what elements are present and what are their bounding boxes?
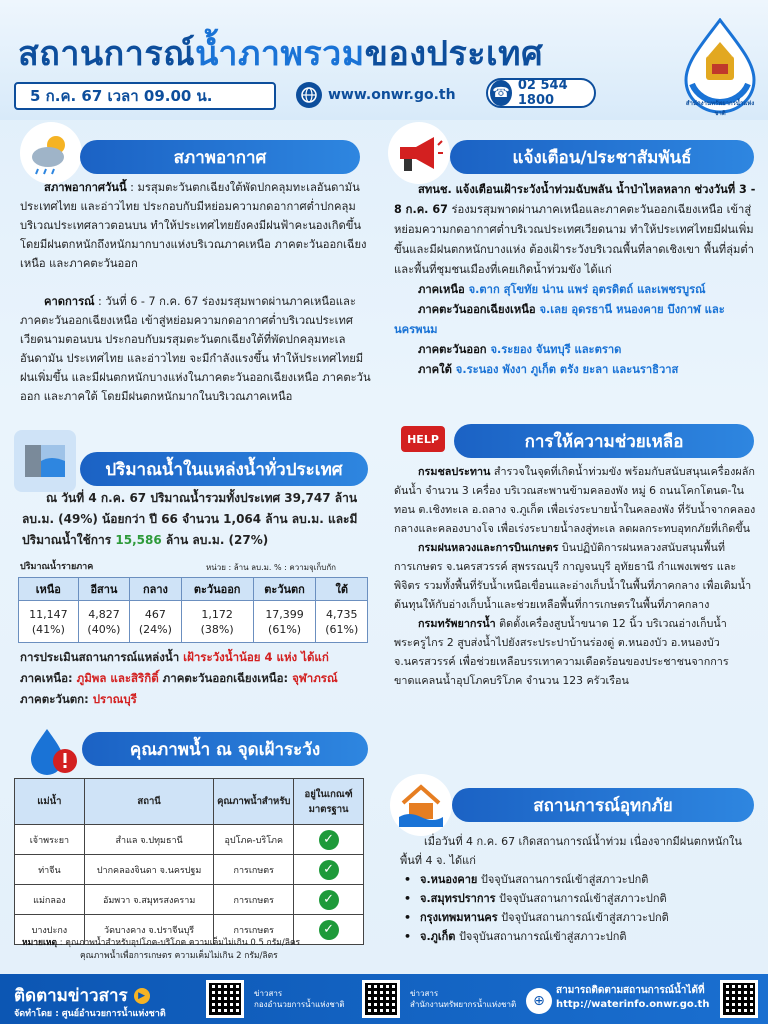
quality-heading: คุณภาพน้ำ ณ จุดเฝ้าระวัง [82, 732, 368, 766]
help-badge: HELP [401, 426, 445, 452]
quality-use: อุปโภค-บริโภค [214, 825, 294, 855]
check-icon: ✓ [319, 920, 339, 940]
alert-heading: แจ้งเตือน/ประชาสัมพันธ์ [450, 140, 754, 174]
quality-header: คุณภาพน้ำสำหรับ [214, 779, 294, 825]
region-header: เหนือ [19, 578, 79, 601]
quality-river: บางปะกง [15, 915, 85, 945]
qr-code-2[interactable] [362, 980, 400, 1018]
region-value: 467 (24%) [130, 601, 181, 643]
region-value: 11,147 (41%) [19, 601, 79, 643]
quality-use: การเกษตร [214, 855, 294, 885]
megaphone-icon [388, 122, 450, 184]
flood-list [400, 870, 752, 946]
waterinfo-link[interactable]: สามารถติดตามสถานการณ์น้ำได้ที่ http://waterinfo.onwr.go.th [556, 985, 710, 1010]
region-value: 1,172 (38%) [181, 601, 253, 643]
quality-header: อยู่ในเกณฑ์มาตรฐาน [294, 779, 364, 825]
quality-use: การเกษตร [214, 915, 294, 945]
region-value: 4,735 (61%) [316, 601, 368, 643]
weather-icon [20, 122, 82, 184]
check-icon: ✓ [319, 890, 339, 910]
region-value: 4,827 (40%) [78, 601, 129, 643]
page-title [18, 26, 543, 80]
reservoir-assessment: การประเมินสถานการณ์แหล่งน้ำ เฝ้าระวังน้ำน้อย 4 แห่ง ได้แก่ ภาคเหนือ: ภูมิพล และสิริกิติ์ ภาคตะวันออกเฉียงเหนือ: จุฬาภรณ์ ภาคตะวันตก: ปราณบุรี [20, 650, 338, 706]
region-header: อีสาน [78, 578, 129, 601]
title-part-3: ของประเทศ [364, 34, 544, 74]
table-row [15, 855, 364, 885]
table-row [15, 825, 364, 855]
check-icon: ✓ [319, 860, 339, 880]
qr1-caption: ข่าวสาร กองอำนวยการน้ำแห่งชาติ [254, 989, 345, 1009]
quality-river: แม่กลอง [15, 885, 85, 915]
quality-station: วัดบางคาง จ.ปราจีนบุรี [84, 915, 214, 945]
quality-station: ปากคลองจินดา จ.นครปฐม [84, 855, 214, 885]
standard-check [294, 855, 364, 885]
list-item: • กรุงเทพมหานคร ปัจจุบันสถานการณ์เข้าสู่สภาวะปกติ [400, 908, 752, 927]
region-header: ตะวันตก [253, 578, 316, 601]
phone-icon: ☎ [490, 80, 512, 106]
weather-heading: สภาพอากาศ [80, 140, 360, 174]
globe-icon: ⊕ [526, 988, 552, 1014]
quality-header: แม่น้ำ [15, 779, 85, 825]
standard-check [294, 825, 364, 855]
quality-river: เจ้าพระยา [15, 825, 85, 855]
list-item: • จ.สมุทรปราการ ปัจจุบันสถานการณ์เข้าสู่สภาวะปกติ [400, 889, 752, 908]
quality-river: ท่าจีน [15, 855, 85, 885]
weather-forecast: คาดการณ์ : วันที่ 6 - 7 ก.ค. 67 ร่องมรสุมพาดผ่านภาคเหนือและภาคตะวันออกเฉียงเหนือ เข้าสู่หย่อมความกดอากาศต่ำบริเวณประเทศเวียดนามตอนบน ประกอบกับมรสุมตะวันตกเฉียงใต้ที่พัดปกคลุมทะเลอันดามัน ประเทศไทย และอ่าวไทย จะมีกำลังแรงขึ้น ทำให้ประเทศไทยมีฝนเพิ่มขึ้น และมีฝนตกหนักบางแห่งในภาคตะวันออกเฉียงเหนือ ภาคตะวันออก และภาคใต้ โดยมีฝนตกหนักมากในบริเวณภาคเหนือ [20, 295, 371, 403]
producer-text: จัดทำโดย : ศูนย์อำนวยการน้ำแห่งชาติ [14, 1009, 166, 1019]
flood-heading: สถานการณ์อุทกภัย [452, 788, 754, 822]
reservoir-summary: ณ วันที่ 4 ก.ค. 67 ปริมาณน้ำรวมทั้งประเทศ 39,747 ล้าน ลบ.ม. (49%) น้อยกว่า ปี 66 จำนวน 1,064 ล้าน ลบ.ม. และมีปริมาณน้ำใช้การ 15,586 ล้าน ลบ.ม. (27%) [22, 491, 358, 547]
qr-code-3[interactable] [720, 980, 758, 1018]
water-drop-icon [22, 720, 84, 782]
flood-body: เมื่อวันที่ 4 ก.ค. 67 เกิดสถานการณ์น้ำท่วม เนื่องจากมีฝนตกหนักในพื้นที่ 4 จ. ได้แก่ • จ.หนองคาย ปัจจุบันสถานการณ์เข้าสู่สภาวะปกติ • จ.สมุทรปราการ ปัจจุบันสถานการณ์เข้าสู่สภาวะปกติ • กรุงเทพมหานคร ปัจจุบันสถานการณ์เข้าสู่สภาวะปกติ • จ.ภูเก็ต ปัจจุบันสถานการณ์เข้าสู่สภาวะปกติ [400, 832, 752, 946]
list-item: • จ.หนองคาย ปัจจุบันสถานการณ์เข้าสู่สภาวะปกติ [400, 870, 752, 889]
region-header: กลาง [130, 578, 181, 601]
website-link[interactable] [296, 82, 456, 108]
flood-house-icon [390, 774, 452, 836]
quality-note: หมายเหตุ : คุณภาพน้ำสำหรับอุปโภค-บริโภค ความเค็มไม่เกิน 0.5 กรัม/ลิตร คุณภาพน้ำเพื่อการเกษตร ความเค็มไม่เกิน 2 กรัม/ลิตร [22, 938, 301, 961]
follow-news[interactable] [14, 982, 150, 1009]
quality-station: สำแล จ.ปทุมธานี [84, 825, 214, 855]
region-value: 17,399 (61%) [253, 601, 316, 643]
website-text: www.onwr.go.th [328, 87, 456, 103]
list-item: • จ.ภูเก็ต ปัจจุบันสถานการณ์เข้าสู่สภาวะปกติ [400, 927, 752, 946]
onwr-logo [680, 18, 760, 117]
header [0, 0, 768, 120]
table-caption: ปริมาณน้ำรายภาค [20, 562, 94, 572]
quality-station: อัมพวา จ.สมุทรสงคราม [84, 885, 214, 915]
play-icon: ▶ [134, 988, 150, 1004]
qr2-caption: ข่าวสาร สำนักงานทรัพยากรน้ำแห่งชาติ [410, 989, 517, 1009]
phone-box[interactable] [486, 78, 596, 108]
title-part-1: สถานการณ์ [18, 34, 196, 74]
weather-today: สภาพอากาศวันนี้ : มรสุมตะวันตกเฉียงใต้พัดปกคลุมทะเลอันดามัน ประเทศไทย และอ่าวไทย ประกอบกับมีหย่อมความกดอากาศต่ำปกคลุมบริเวณประเทศลาวตอนบน ทำให้ประเทศไทยยังคงมีฝนฟ้าคะนองเกิดขึ้น โดยมีฝนตกหนักถึงหนักมากบางแห่งบริเวณภาคเหนือ ภาคตะวันออกเฉียงเหนือ และภาคตะวันออก [20, 181, 367, 270]
alert-body: สทนช. แจ้งเตือนเฝ้าระวังน้ำท่วมฉับพลัน น้ำป่าไหลหลาก ช่วงวันที่ 3 - 8 ก.ค. 67 ร่องมรสุมพาดผ่านภาคเหนือและภาคตะวันออกเฉียงเหนือ เข้าสู่หย่อมความกดอากาศต่ำบริเวณประเทศเวียดนาม ทำให้ประเทศไทยมีฝนเพิ่มขึ้นและมีฝนตกหนักบางแห่ง ต้องเฝ้าระวังบริเวณพื้นที่ลาดเชิงเขา พื้นที่ลุ่มต่ำ และพื้นที่ชุมชนเมืองที่เคยเกิดน้ำท่วมขัง ได้แก่ ภาคเหนือ จ.ตาก สุโขทัย น่าน แพร่ อุตรดิตถ์ และเพชรบูรณ์ ภาคตะวันออกเฉียงเหนือ จ.เลย อุดรธานี หนองคาย บึงกาฬ และนครพนม ภาคตะวันออก จ.ระยอง จันทบุรี และตราด ภาคใต้ จ.ระนอง พังงา ภูเก็ต ตรัง ยะลา และนราธิวาส [394, 183, 756, 376]
region-table [18, 577, 368, 643]
help-body: กรมชลประทาน สำรวจในจุดที่เกิดน้ำท่วมขัง พร้อมกับสนับสนุนเครื่องผลักดันน้ำ จำนวน 3 เครื่อง บริเวณสะพานข้ามคลองพัง หมู่ 6 ถนนโคกโตนด-ในทอน ต.เชิงทะเล อ.ถลาง จ.ภูเก็ต เพื่อเร่งระบายน้ำในคลองพัง ที่รับน้ำจากคลองกลางและคลองบางโจ เพื่อเร่งระบายน้ำลงสู่ทะเล ลดผลกระทบอุทกภัยที่เกิดขึ้น กรมฝนหลวงและการบินเกษตร บินปฏิบัติการฝนหลวงสนับสนุนพื้นที่การเกษตร จ.นครสวรรค์ สุพรรณบุรี กาญจนบุรี อุทัยธานี กำแพงเพชร และพิจิตร รวมทั้งพื้นที่รับน้ำเหนือเขื่อนและอ่างเก็บน้ำในพื้นที่ภาคกลาง เพื่อเติมน้ำต้นทุนให้กับอ่างเก็บน้ำและช่วยเหลือพื้นที่การเกษตรในพื้นที่ภาคกลาง กรมทรัพยากรน้ำ ติดตั้งเครื่องสูบน้ำขนาด 12 นิ้ว บริเวณอ่างเก็บน้ำพระครูไกร 2 สูบส่งน้ำไปยังสระประปาบ้านร่องดู่ ต.หนองบัว อ.หนองบัว จ.นครสวรรค์ เพื่อช่วยเหลือบรรเทาความเดือดร้อนของประชาชนจากการขาดแคลนน้ำอุปโภคบริโภค จำนวน 123 ครัวเรือน [394, 465, 756, 687]
help-icon [392, 408, 454, 470]
quality-header: สถานี [84, 779, 214, 825]
standard-check [294, 885, 364, 915]
follow-label: ติดตามข่าวสาร [14, 986, 128, 1006]
check-icon: ✓ [319, 830, 339, 850]
region-header: ใต้ [316, 578, 368, 601]
reservoir-heading: ปริมาณน้ำในแหล่งน้ำทั่วประเทศ [80, 452, 368, 486]
quality-use: การเกษตร [214, 885, 294, 915]
dam-icon [14, 430, 76, 492]
footer [0, 974, 768, 1024]
globe-icon [296, 82, 322, 108]
table-row [15, 885, 364, 915]
title-part-2: น้ำภาพรวม [195, 34, 365, 74]
table-unit: หน่วย : ล้าน ลบ.ม. % : ความจุเก็บกัก [206, 563, 337, 572]
logo-text: สำนักงานทรัพยากรน้ำแห่งชาติ [685, 100, 755, 117]
quality-table [14, 778, 364, 945]
qr-code-1[interactable] [206, 980, 244, 1018]
phone-text: 02 544 1800 [517, 78, 568, 108]
region-header: ตะวันออก [181, 578, 253, 601]
date-box: 5 ก.ค. 67 เวลา 09.00 น. [14, 82, 276, 110]
help-heading: การให้ความช่วยเหลือ [454, 424, 754, 458]
